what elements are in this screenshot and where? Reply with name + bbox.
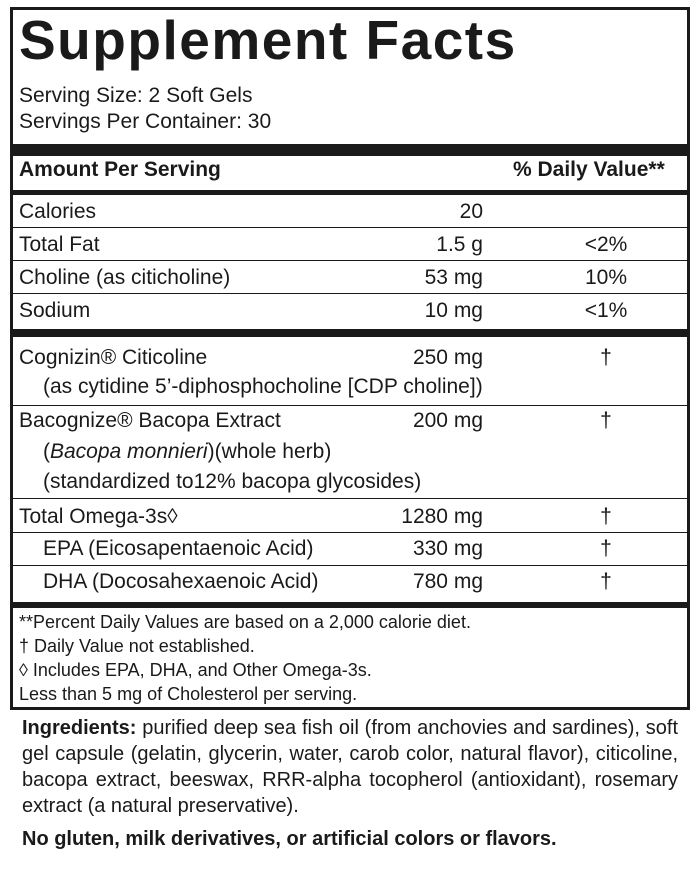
ingredients-text: purified deep sea fish oil (from anchovies and sardines), soft gel capsule (gelatin, glycerin, water, carob color, natural flavor), citicoline, bacopa extract, beeswax, RRR-alpha tocopherol (antioxidant), rosemary extract (a natural preservative). <box>22 717 678 817</box>
omega-dv: † <box>600 505 612 528</box>
omega-row-total <box>13 500 687 532</box>
ingredient-row-bacognize <box>13 404 687 436</box>
panel-title: Supplement Facts <box>19 9 517 71</box>
nutrient-row-calories <box>13 195 687 227</box>
footnote-dagger: † Daily Value not established. <box>19 636 255 656</box>
nutrient-amount: 10 mg <box>424 299 483 322</box>
thick-divider <box>13 329 687 337</box>
ingredient-name: Cognizin® Citicoline <box>19 346 208 369</box>
nutrient-amount: 1.5 g <box>436 233 483 256</box>
omega-name: EPA (Eicosapentaenoic Acid) <box>43 537 314 560</box>
thick-divider <box>13 144 687 156</box>
nutrient-name: Total Fat <box>19 233 100 256</box>
row-divider <box>13 498 687 499</box>
omega-amount: 1280 mg <box>401 505 483 528</box>
ingredient-dv: † <box>600 346 612 369</box>
ingredient-amount: 200 mg <box>412 409 483 432</box>
allergen-statement: No gluten, milk derivatives, or artificial colors or flavors. <box>22 828 557 850</box>
ingredients-label: Ingredients: <box>22 717 137 739</box>
omega-name: DHA (Docosahexaenoic Acid) <box>43 570 319 593</box>
daily-value-header: % Daily Value** <box>513 158 665 181</box>
ingredient-row-cognizin <box>13 341 687 373</box>
omega-name: Total Omega-3s◊ <box>19 505 178 528</box>
nutrient-row-sodium <box>13 294 687 326</box>
omega-dv: † <box>600 537 612 560</box>
omega-amount: 780 mg <box>412 570 483 593</box>
ingredient-amount: 250 mg <box>412 346 483 369</box>
amount-per-serving-header: Amount Per Serving <box>19 158 221 181</box>
footnote-omega: ◊ Includes EPA, DHA, and Other Omega-3s. <box>19 660 372 680</box>
footnote-cholesterol: Less than 5 mg of Cholesterol per serving. <box>19 684 358 704</box>
nutrient-name: Sodium <box>19 299 91 322</box>
ingredient-dv: † <box>600 409 612 432</box>
ingredient-subtext: (standardized to12% bacopa glycosides) <box>43 470 422 493</box>
nutrient-dv: <2% <box>584 233 628 256</box>
omega-amount: 330 mg <box>412 537 483 560</box>
nutrient-name: Choline (as citicholine) <box>19 266 231 289</box>
ingredient-subtext-rest: )(whole herb) <box>207 440 332 463</box>
omega-row-dha <box>13 565 687 597</box>
ingredient-subtext: (as cytidine 5’-diphosphocholine [CDP choline]) <box>43 375 483 398</box>
nutrient-name: Calories <box>19 200 97 223</box>
ingredient-name: Bacognize® Bacopa Extract <box>19 409 281 432</box>
nutrient-amount: 53 mg <box>424 266 483 289</box>
thick-divider <box>13 602 687 608</box>
nutrient-amount: 20 <box>459 200 483 223</box>
latin-name: Bacopa monnieri <box>50 440 208 463</box>
omega-row-epa <box>13 532 687 564</box>
servings-per-container: Servings Per Container: 30 <box>19 110 272 133</box>
ingredient-subtext: (Bacopa monnieri)(whole herb) <box>43 440 332 463</box>
nutrient-dv: 10% <box>584 266 628 289</box>
nutrient-row-choline <box>13 261 687 293</box>
serving-size: Serving Size: 2 Soft Gels <box>19 84 253 107</box>
nutrient-dv: <1% <box>584 299 628 322</box>
footnote-dv-basis: **Percent Daily Values are based on a 2,000 calorie diet. <box>19 612 471 632</box>
ingredients-statement <box>22 715 678 819</box>
supplement-facts-panel <box>10 7 690 710</box>
omega-dv: † <box>600 570 612 593</box>
nutrient-row-total-fat <box>13 228 687 260</box>
